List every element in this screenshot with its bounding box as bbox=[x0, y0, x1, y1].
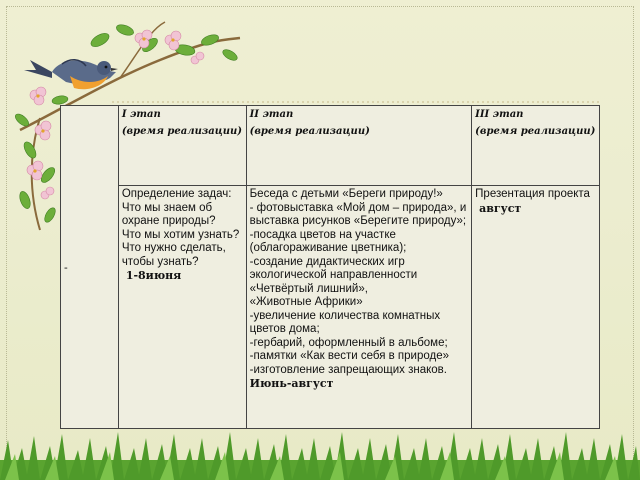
stage-1-line: Что мы хотим узнать? bbox=[121, 228, 240, 241]
stage-2-line: - фотовыставка «Мой дом – природа», и выставка рисунков «Берегите природу»; bbox=[249, 201, 467, 227]
stage-3-header bbox=[472, 106, 600, 186]
stage-1-line: Что нужно сделать, чтобы узнать? bbox=[121, 242, 226, 268]
stage-1-header bbox=[118, 106, 246, 186]
stage-2-line: «Животные Африки» bbox=[249, 296, 363, 308]
stage-2-line: -увеличение количества комнатных цветов дома; bbox=[249, 309, 441, 335]
stage-2-line: -памятки «Как вести себя в природе» bbox=[249, 350, 450, 362]
table-content-row bbox=[61, 186, 600, 429]
grass-icon bbox=[0, 420, 640, 480]
stage-3-line: Презентация проекта bbox=[475, 188, 590, 200]
project-stages-table bbox=[60, 105, 600, 429]
stage-1-time: (время реализации) bbox=[121, 126, 243, 137]
table-header-row bbox=[61, 106, 600, 186]
stage-2-header bbox=[246, 106, 472, 186]
stage-1-content bbox=[118, 186, 246, 429]
index-column-cell bbox=[61, 106, 119, 429]
stage-2-line: -изготовление запрещающих знаков. bbox=[249, 363, 447, 376]
stage-3-name: III этап bbox=[475, 109, 524, 120]
stage-2-date: Июнь-август bbox=[249, 377, 334, 390]
stage-2-line: Беседа с детьми «Береги природу!» bbox=[249, 188, 443, 200]
stage-2-name: II этап bbox=[249, 109, 294, 120]
stage-2-line: -посадка цветов на участке (облагораживание цветника); bbox=[249, 228, 407, 254]
stage-2-line: -создание дидактических игр экологической направленности «Четвёртый лишний», bbox=[249, 255, 418, 295]
stage-3-content bbox=[472, 186, 600, 429]
stage-1-name: I этап bbox=[121, 109, 161, 120]
stage-2-content bbox=[246, 186, 472, 429]
stage-2-time: (время реализации) bbox=[249, 126, 370, 137]
stage-1-date: 1-8июня bbox=[125, 269, 182, 282]
stage-1-line: Определение задач: bbox=[121, 188, 232, 200]
stage-3-time: (время реализации) bbox=[475, 126, 596, 137]
stage-3-date: август bbox=[479, 201, 522, 215]
stage-2-line: -гербарий, оформленный в альбоме; bbox=[249, 336, 448, 349]
first-column-mark: - bbox=[64, 260, 68, 274]
stage-1-line: Что мы знаем об охране природы? bbox=[121, 201, 216, 227]
